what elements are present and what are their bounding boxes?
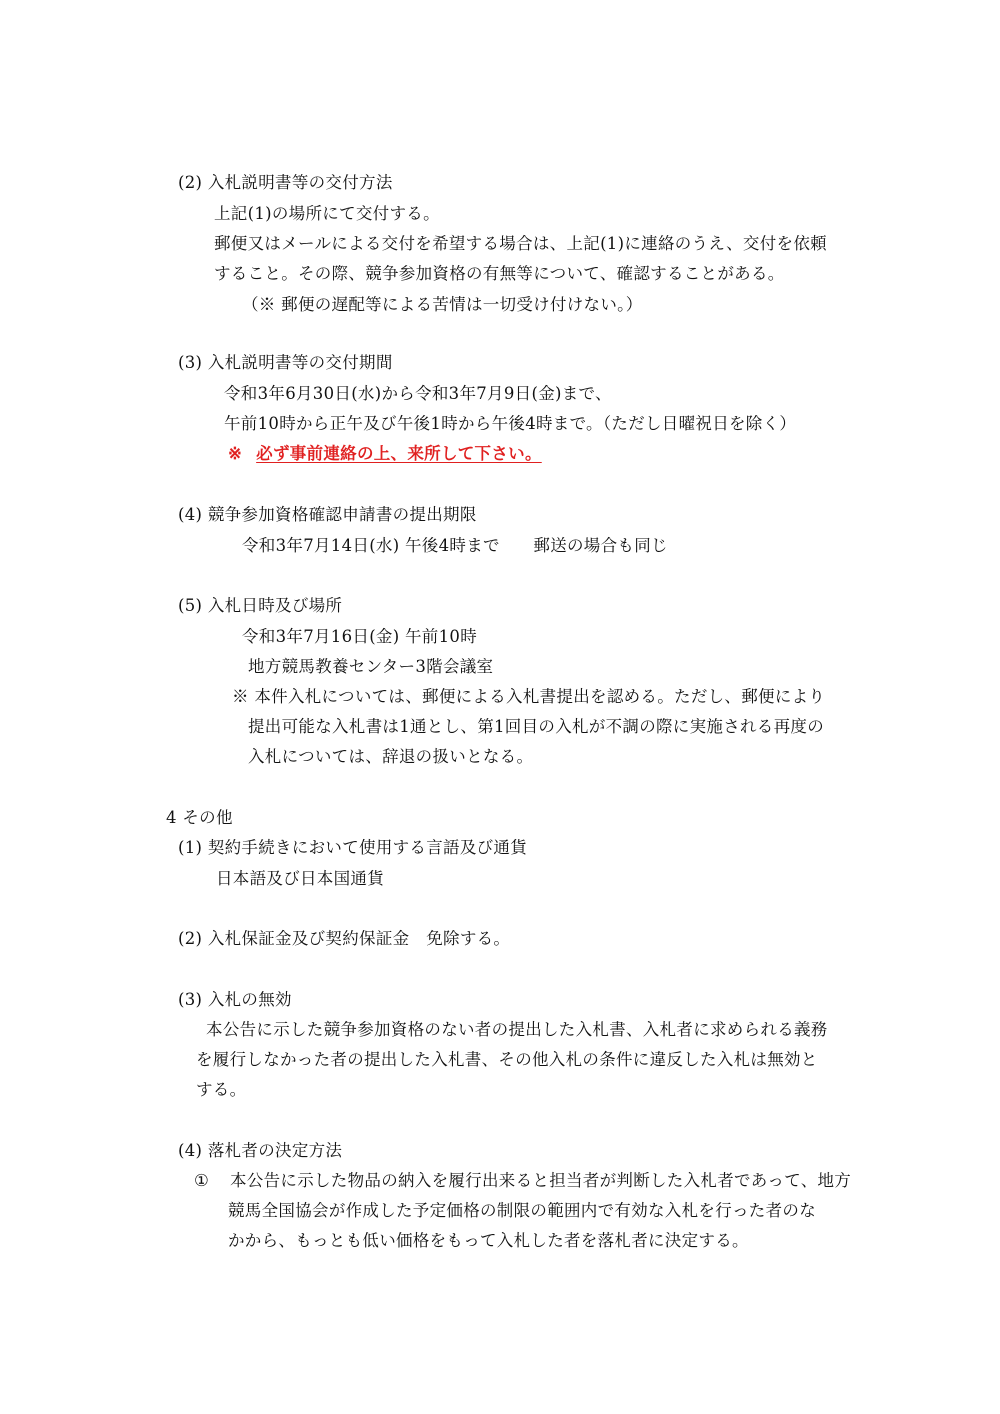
other-4-line-1: 本公告に示した物品の納入を履行出来ると担当者が判断した入札者であって、地方 [230,1171,852,1190]
other-1-content: 日本語及び日本国通貨 [216,869,384,888]
other-1-heading: (1) 契約手続きにおいて使用する言語及び通貨 [178,838,528,857]
section-4-deadline: 令和3年7月14日(水) 午後4時まで 郵送の場合も同じ [242,536,668,555]
section-5-note-line-3: 入札については、辞退の扱いとなる。 [248,747,534,766]
section-3-heading: (3) 入札説明書等の交付期間 [178,353,393,372]
other-3-line-3: する。 [196,1080,247,1099]
other-3-line-2: を履行しなかった者の提出した入札書、その他入札の条件に違反した入札は無効と [196,1050,818,1069]
section-5-note-line-2: 提出可能な入札書は1通とし、第1回目の入札が不調の際に実施される再度の [248,717,824,736]
section-3-period-hours: 午前10時から正午及び午後1時から午後4時まで。（ただし日曜祝日を除く） [224,414,797,433]
section-2-note: （※ 郵便の遅配等による苦情は一切受け付けない。） [242,295,643,314]
section-4-heading: (4) 競争参加資格確認申請書の提出期限 [178,505,477,524]
other-3-line-1: 本公告に示した競争参加資格のない者の提出した入札書、入札者に求められる義務 [206,1020,828,1039]
section-5-datetime: 令和3年7月16日(金) 午前10時 [242,627,478,646]
other-4-line-2: 競馬全国協会が作成した予定価格の制限の範囲内で有効な入札を行った者のな [228,1201,816,1220]
section-3-notice [228,443,542,465]
other-2-heading: (2) 入札保証金及び契約保証金 免除する。 [178,929,511,948]
section-2-paragraph-2-line-1: 郵便又はメールによる交付を希望する場合は、上記(1)に連絡のうえ、交付を依頼 [214,234,827,253]
section-2-paragraph-1: 上記(1)の場所にて交付する。 [214,204,440,223]
section-5-venue: 地方競馬教養センター3階会議室 [248,657,494,676]
other-4-heading: (4) 落札者の決定方法 [178,1141,343,1160]
other-4-line-3: かから、もっとも低い価格をもって入札した者を落札者に決定する。 [228,1231,749,1250]
other-4-item-mark: ① [194,1171,210,1190]
section-2-heading: (2) 入札説明書等の交付方法 [178,173,393,192]
notice-mark: ※ [228,444,243,463]
section-3-period-dates: 令和3年6月30日(水)から令和3年7月9日(金)まで、 [224,384,612,403]
notice-text: 必ず事前連絡の上、来所して下さい。 [256,444,542,463]
section-2-paragraph-2-line-2: すること。その際、競争参加資格の有無等について、確認することがある。 [214,264,785,283]
section-5-heading: (5) 入札日時及び場所 [178,596,343,615]
section-5-note-line-1: ※ 本件入札については、郵便による入札書提出を認める。ただし、郵便により [232,687,826,706]
other-3-heading: (3) 入札の無効 [178,990,292,1009]
other-heading: 4 その他 [166,808,233,827]
